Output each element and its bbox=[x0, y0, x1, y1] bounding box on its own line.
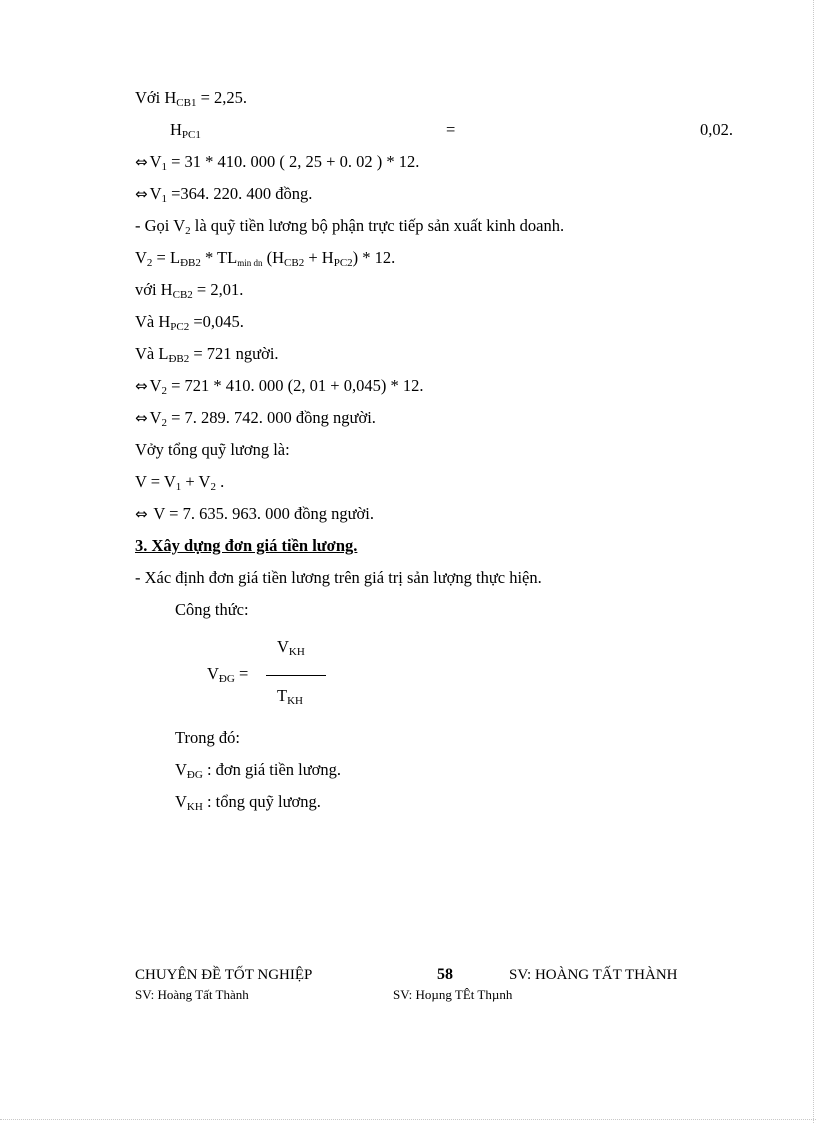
equivalence-arrow-icon: ⇔ bbox=[135, 505, 148, 523]
text: + V bbox=[181, 472, 211, 491]
text: V bbox=[135, 248, 147, 267]
subscript: KH bbox=[287, 695, 303, 707]
text: =364. 220. 400 đồng. bbox=[167, 184, 313, 203]
fraction-lhs bbox=[207, 664, 248, 684]
text-line-hpc1-value: 0,02. bbox=[700, 120, 733, 139]
text-line-hpc2 bbox=[135, 312, 244, 332]
text: V bbox=[149, 376, 162, 395]
text: = L bbox=[152, 248, 181, 267]
text: Với H bbox=[135, 88, 177, 107]
text: = 7. 289. 742. 000 đồng người. bbox=[167, 408, 376, 427]
text: V bbox=[175, 792, 187, 811]
subscript: 2 bbox=[146, 257, 153, 269]
subscript: PC1 bbox=[181, 129, 201, 141]
text-line-hpc1-label bbox=[170, 120, 201, 140]
text-line-vkh-definition bbox=[175, 792, 321, 812]
subscript: KH bbox=[288, 646, 305, 658]
text-line-v2-calc bbox=[135, 376, 423, 396]
text: : tổng quỹ lương. bbox=[202, 792, 321, 811]
text-line-hpc1-equals: = bbox=[446, 120, 456, 139]
text-line-v2-formula bbox=[135, 248, 395, 268]
subscript: ĐB2 bbox=[168, 353, 190, 365]
equivalence-arrow-icon: ⇔ bbox=[135, 409, 148, 427]
text: với H bbox=[135, 280, 173, 299]
subscript: PC2 bbox=[333, 257, 353, 269]
page-edge-right bbox=[813, 0, 814, 1123]
text: V bbox=[175, 760, 187, 779]
text-line-formula-label: Công thức: bbox=[175, 600, 249, 619]
text: + H bbox=[304, 248, 334, 267]
subscript: ĐB2 bbox=[180, 257, 201, 269]
fraction-numerator bbox=[277, 637, 305, 657]
text: V = 7. 635. 963. 000 đồng người. bbox=[149, 504, 374, 523]
text: - Gọi V bbox=[135, 216, 186, 235]
subscript: CB2 bbox=[172, 289, 193, 301]
text: H bbox=[170, 120, 182, 139]
footer-author-upper: SV: HOÀNG TẤT THÀNH bbox=[509, 967, 678, 983]
equivalence-arrow-icon: ⇔ bbox=[135, 185, 148, 203]
text-line-vdg-definition bbox=[175, 760, 341, 780]
text-line-total-result bbox=[135, 504, 374, 524]
footer-author-garbled: SV: Hoµng TÊt Thµnh bbox=[393, 987, 513, 1002]
fraction-denominator bbox=[277, 686, 303, 706]
text: = 2,25. bbox=[196, 88, 248, 107]
text: = 31 * 410. 000 ( 2, 25 + 0. 02 ) * 12. bbox=[167, 152, 420, 171]
text-line-v2-definition bbox=[135, 216, 564, 236]
footer-author-left: SV: Hoàng Tất Thành bbox=[135, 987, 249, 1002]
subscript: CB1 bbox=[176, 97, 197, 109]
text: là quỹ tiền lương bộ phận trực tiếp sản xuất kinh doanh. bbox=[190, 216, 565, 235]
footer-document-title: CHUYÊN ĐỀ TỐT NGHIỆP bbox=[135, 967, 313, 983]
subscript: 1 bbox=[161, 161, 167, 173]
text-line-v1-formula bbox=[135, 152, 419, 172]
text-line-where-label: Trong đó: bbox=[175, 728, 240, 747]
text: V bbox=[149, 152, 162, 171]
subscript: 1 bbox=[161, 193, 167, 205]
subscript: 2 bbox=[210, 481, 216, 493]
text: V bbox=[277, 637, 289, 656]
text-line-v2-result bbox=[135, 408, 376, 428]
text: = 2,01. bbox=[192, 280, 244, 299]
subscript: 2 bbox=[161, 417, 167, 429]
subscript: ĐG bbox=[186, 769, 203, 781]
page-edge-bottom bbox=[0, 1119, 816, 1120]
subscript: ĐG bbox=[218, 673, 235, 685]
text: V bbox=[149, 408, 162, 427]
subscript: 1 bbox=[175, 481, 182, 493]
subscript: 2 bbox=[185, 225, 191, 237]
subscript: KH bbox=[186, 801, 203, 813]
text-line-hcb2 bbox=[135, 280, 243, 300]
subscript: min dn bbox=[237, 258, 263, 268]
text-line-unit-price-definition: - Xác định đơn giá tiền lương trên giá trị sản lượng thực hiện. bbox=[135, 568, 542, 587]
text: * TL bbox=[200, 248, 238, 267]
text: V bbox=[207, 664, 219, 683]
text: = 721 * 410. 000 (2, 01 + 0,045) * 12. bbox=[167, 376, 424, 395]
text-line-ldb2 bbox=[135, 344, 279, 364]
text: =0,045. bbox=[189, 312, 244, 331]
text: = bbox=[234, 664, 249, 683]
text: T bbox=[277, 686, 288, 705]
page-number: 58 bbox=[437, 966, 453, 983]
text-line-v1-result bbox=[135, 184, 312, 204]
text: : đơn giá tiền lương. bbox=[202, 760, 342, 779]
text: V = V bbox=[135, 472, 176, 491]
text: Và L bbox=[135, 344, 169, 363]
text: V bbox=[149, 184, 162, 203]
fraction-bar bbox=[266, 675, 326, 676]
equivalence-arrow-icon: ⇔ bbox=[135, 377, 148, 395]
subscript: PC2 bbox=[170, 321, 190, 333]
subscript: CB2 bbox=[284, 257, 305, 269]
text: ) * 12. bbox=[352, 248, 396, 267]
section-heading: 3. Xây dựng đơn giá tiền lương. bbox=[135, 536, 358, 555]
text-line-total-intro: Vởy tổng quỹ lương là: bbox=[135, 440, 290, 459]
text-line-hcb1 bbox=[135, 88, 247, 108]
text: (H bbox=[262, 248, 285, 267]
subscript: 2 bbox=[161, 385, 167, 397]
text: Và H bbox=[135, 312, 171, 331]
text: = 721 người. bbox=[189, 344, 279, 363]
text-line-total-formula bbox=[135, 472, 224, 492]
text: . bbox=[215, 472, 225, 491]
equivalence-arrow-icon: ⇔ bbox=[135, 153, 148, 171]
